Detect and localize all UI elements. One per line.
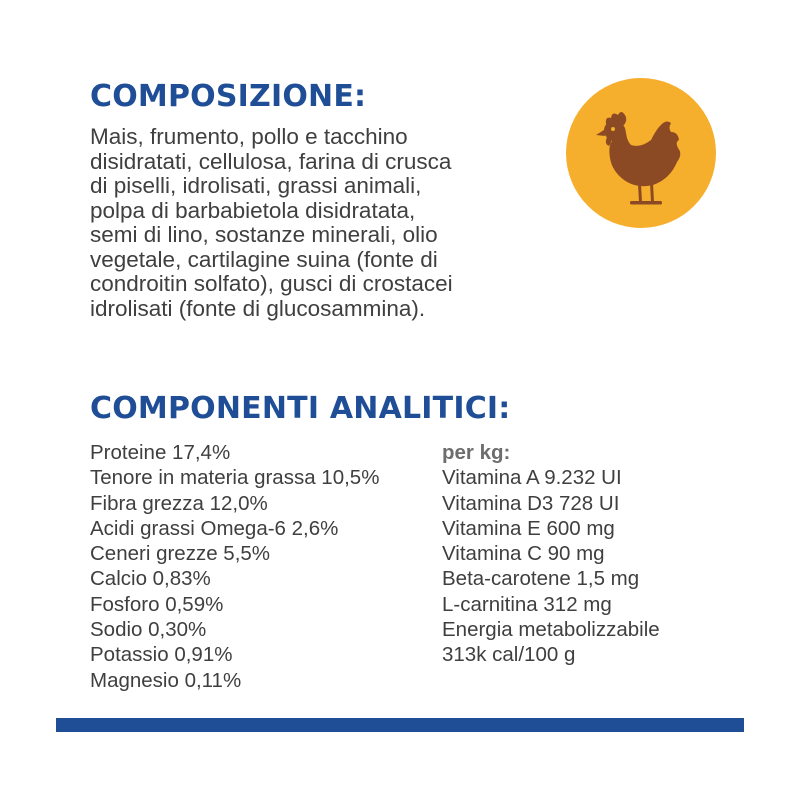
vitamin-item: 313k cal/100 g [442, 643, 576, 667]
bottom-divider-bar [56, 718, 744, 732]
composition-heading: COMPOSIZIONE: [90, 79, 367, 114]
analysis-item: Calcio 0,83% [90, 567, 211, 591]
vitamin-item: Vitamina D3 728 UI [442, 491, 620, 515]
analysis-item: Tenore in materia grassa 10,5% [90, 466, 380, 490]
composition-line: polpa di barbabietola disidratata, [90, 197, 416, 223]
composition-line: di piselli, idrolisati, grassi animali, [90, 173, 422, 198]
analysis-item: Proteine 17,4% [90, 441, 231, 464]
vitamin-item: Vitamina E 600 mg [442, 516, 615, 540]
chicken-icon [566, 78, 716, 228]
analysis-item: Acidi grassi Omega-6 2,6% [90, 516, 339, 540]
composition-line: semi di lino, sostanze minerali, olio [90, 222, 438, 247]
analysis-left-list [90, 440, 379, 693]
chicken-badge [566, 78, 716, 228]
composition-line: condroitin solfato), gusci di crostacei [90, 271, 453, 296]
analysis-item: Potassio 0,91% [90, 643, 233, 667]
vitamin-item: L-carnitina 312 mg [442, 592, 612, 616]
composition-line: disidratati, cellulosa, farina di crusca [90, 148, 452, 174]
composition-text [90, 125, 550, 321]
composition-line: vegetale, cartilagine suina (fonte di [90, 246, 438, 272]
analysis-item: Fibra grezza 12,0% [90, 491, 268, 515]
composition-line: Mais, frumento, pollo e tacchino [90, 124, 408, 149]
vitamin-item: Energia metabolizzabile [442, 618, 660, 642]
analysis-heading: COMPONENTI ANALITICI: [90, 391, 511, 426]
analysis-item: Magnesio 0,11% [90, 668, 242, 692]
per-kg-label: per kg: [442, 441, 511, 464]
analysis-item: Fosforo 0,59% [90, 592, 224, 616]
analysis-right-list [442, 440, 660, 668]
vitamin-item: Vitamina C 90 mg [442, 542, 605, 566]
analysis-item: Sodio 0,30% [90, 618, 207, 642]
vitamin-item: Beta-carotene 1,5 mg [442, 567, 640, 591]
composition-line: idrolisati (fonte di glucosammina). [90, 295, 426, 321]
analysis-item: Ceneri grezze 5,5% [90, 542, 271, 566]
vitamin-item: Vitamina A 9.232 UI [442, 466, 622, 490]
